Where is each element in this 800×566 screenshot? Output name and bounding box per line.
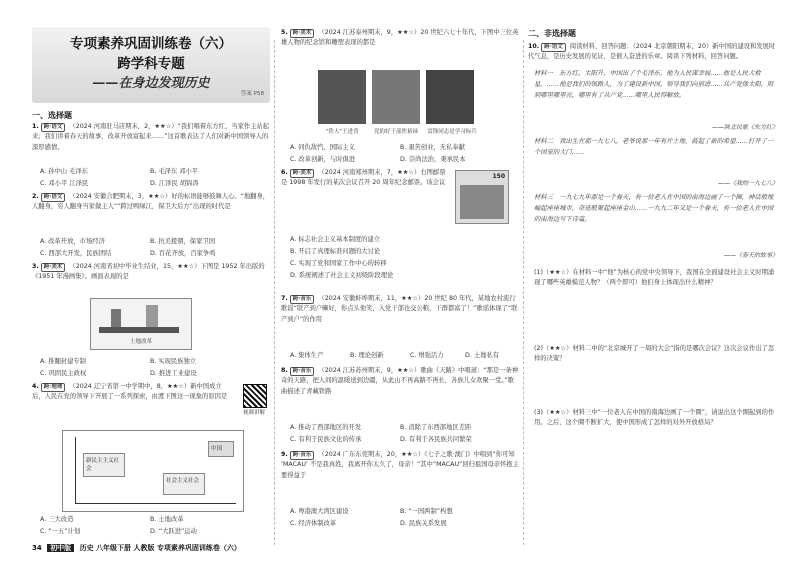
q3-option-d[interactable]: D. 推进工业建设 [150,370,197,377]
material-2-source: ——《我的一九七八》 [717,180,778,187]
page-number: 34 [32,544,42,552]
subject-tag: 跨·美术 [290,169,315,178]
column-divider-2 [523,40,524,545]
q7-option-a[interactable]: A. 集体生产 [290,352,324,359]
question-6 [281,168,449,189]
material-3: 材料三 一九七九年那是一个春天，有一位老人在中国的南海边画了一个圈，神话般地崛起座座城市，奇迹般聚起座座金山……一九九二年又是一个春天，有一位老人在中国的南海边写下诗篇。 [534,194,774,223]
qr-caption: 视频讲解 [242,410,265,416]
question-number: 7. [281,295,288,302]
material-2: 材料二 我出生在那一九七八，老爷说那一年有片土地，鼓起了新的希望……打开了一个国家的大门…… [534,138,774,156]
q8-option-a[interactable]: A. 推动了西部地区的开发 [290,424,362,431]
qr-code-icon[interactable] [243,384,267,408]
banner-subtitle: 跨学科专题 [117,56,185,72]
q2-option-c[interactable]: C. 西部大开发，民族团结 [40,250,112,257]
q5-option-c[interactable]: C. 改革创新，与时俱进 [290,156,356,163]
q4-option-c[interactable]: C. “一五”计划 [40,528,81,535]
question-number: 6. [281,169,288,176]
question-1 [32,122,270,153]
diagram-box [62,430,244,512]
diagram-label: 新民主主义社会 [86,458,120,472]
q7-option-b[interactable]: B. 理论创新 [350,352,384,359]
stamp-value: 150 [492,173,505,180]
footer-edition: 人教版 [133,544,155,552]
q2-option-a[interactable]: A. 改革开放，市场经济 [40,238,105,245]
question-2 [32,192,270,213]
question-number: 2. [32,193,39,200]
q6-option-a[interactable]: A. 标志社会主义基本制度的建立 [290,236,381,243]
subquestion-1: (1)（★★☆）在材料一中“他”为核心的党中央领导下，我国在全面建设社会主义时期涌现了哪些英雄模范人物？（两个即可）他们身上体现出什么精神？ [534,269,775,287]
q6-option-b[interactable]: B. 开启了真理标准问题的大讨论 [290,248,381,255]
q9-option-c[interactable]: C. 经济体制改革 [290,520,337,527]
question-number: 9. [281,451,288,458]
question-number: 1. [32,123,39,130]
question-8 [281,366,519,397]
diagram-stage-1 [83,453,125,477]
q1-option-b[interactable]: B. 毛泽东 邓小平 [150,168,199,175]
q4-option-b[interactable]: B. 土地改革 [150,516,184,523]
photo-caption-1: “铁人”王进喜 [325,129,359,135]
hero-photo-1 [318,70,366,124]
subject-tag: 跨·音乐 [290,451,315,460]
question-9 [281,450,519,481]
q3-option-c[interactable]: C. 巩固民主政权 [40,370,87,377]
question-4 [32,382,232,403]
subject-tag: 跨·地理 [41,383,66,392]
stamp-image [455,170,509,224]
column-divider-1 [274,40,275,545]
question-text: （2024 安徽合肥期末，3，★★☆）好的标语能够鼓舞人心。“地翻身，人翻身，穷人翻身当家做主人”“跨过鸭绿江，保卫大后方”出现的时代是 [32,193,270,211]
subject-tag: 跨·语文 [41,123,66,132]
q9-option-b[interactable]: B. “一国两制”构想 [400,508,453,515]
material-1: 材料一 东方红，太阳升，中国出了个毛泽东，他为人民谋幸福……他是人民大救星。……他是我们的领路人，为了建设新中国，领导我们向前进……共产党像太阳，照到哪里哪里亮，哪里有了共产党……哪里人民得解放。 [534,70,774,99]
question-text: （2024 江苏泰州期末，9，★★☆）20 世纪六七十年代，下图中三位英雄人物的纪念馆和雕塑表现的都是 [281,29,519,47]
material-3-source: ——《春天的故事》 [723,252,778,259]
question-text: （2024 安徽蚌埠期末，11，★★☆）20 世纪 80 年代，某地农村流行歌谣“联产到户嘛好，你点头他笑，入党干部也交公粮，干群都富了！”歌谣体现了“联产到户”的作用 [281,295,518,323]
question-text: （2024 辽宁省第一中学期中，8，★★☆）新中国成立后，人民在党的领导下开展了一系列探索，由渡下图这一现象的原因是 [32,383,228,401]
material-1-source: ——陕北民歌《东方红》 [711,124,778,131]
footer-title: 专项素养巩固训练卷（六） [156,544,241,552]
subject-tag: 跨·语文 [41,193,66,202]
q8-option-b[interactable]: B. 消除了东西部地区差距 [400,424,472,431]
q9-option-a[interactable]: A. 粤港澳大湾区建设 [290,508,349,515]
question-text: 阅读材料，回答问题：（2024 北京朝阳期末，20）新中国的建设和发展时代气息，是历史发展的见证，是催人奋进的乐章。阅读下列材料，回答问题。 [528,43,776,61]
footer-grade: 八年级下册 [96,544,132,552]
q8-option-d[interactable]: D. 有利于各民族共同繁荣 [400,436,472,443]
section-heading-choice: 一、选择题 [32,111,72,120]
q4-option-d[interactable]: D. “大跃进”运动 [150,528,197,535]
cartoon-figure [146,305,158,327]
q7-option-c[interactable]: C. 增强活力 [410,352,444,359]
subject-tag: 跨·音乐 [290,295,315,304]
q6-option-c[interactable]: C. 实现了党和国家工作中心的转移 [290,260,387,267]
banner-title: 专项素养巩固训练卷（六） [70,36,232,52]
question-number: 10. [528,43,540,50]
question-text: （2024 江苏苏州期末，9，★★☆）歌曲《天路》中唱道：“那是一条神奇的天路，把人间的温暖送到边疆，从此山不再高路不再长，各族儿女欢聚一堂。”歌曲描述了青藏铁路 [281,367,519,395]
brand-badge: 初中版 [47,544,74,552]
subject-tag: 跨·音乐 [290,367,315,376]
subject-tag: 跨·语文 [541,43,566,52]
section-heading-open: 二、非选择题 [528,29,576,38]
q1-option-a[interactable]: A. 孙中山 毛泽东 [40,168,88,175]
q5-option-b[interactable]: B. 艰苦创业，无私奉献 [400,144,465,151]
q9-option-d[interactable]: D. 民族关系发展 [400,520,447,527]
answer-page-ref: 答案 P58 [240,91,264,97]
q2-option-d[interactable]: D. 百花齐放，百家争鸣 [150,250,216,257]
q7-option-d[interactable]: D. 土地私有 [465,352,500,359]
cartoon-figure [111,309,121,327]
stamp-picture [460,185,504,219]
cartoon-caption: 土地改革 [129,339,152,345]
question-text: （2024 河南驻马店期末，2，★★☆）“我们唱着东方红，当家作主站起来；我们讲着春天的故事，改革开放富起来……”这首歌表达了人们对新中国领导人的深厚感情。 [32,123,270,151]
question-text: （2024 广东东莞期末，20，★★☆）《七子之歌·澳门》中唱到“你可知 ‘MACAU’ 不是我真姓，我离开你太久了，母亲！”其中“MACAU”回归祖国母亲怀抱主要得益于 [281,451,519,479]
diagram-stage-2 [163,473,205,495]
q2-option-b[interactable]: B. 抗美援朝，保家卫国 [150,238,215,245]
subject-tag: 跨·美术 [41,263,66,272]
diagram-label: 社会主义社会 [166,478,200,484]
question-number: 4. [32,383,39,390]
question-number: 5. [281,29,288,36]
question-3 [32,262,270,283]
q5-option-a[interactable]: A. 同仇敌忾，国际主义 [290,144,355,151]
question-text: （2024 河南省初中毕业生结业，15，★★☆）下图是 1952 年出版的《1951 年漫画集》。画面表现的是 [32,263,265,281]
page-footer [32,543,241,553]
q1-option-c[interactable]: C. 邓小平 江泽民 [40,180,89,187]
q5-option-d[interactable]: D. 崇尚法治，秉承民本 [400,156,466,163]
hero-photo-2 [372,70,420,124]
question-number: 3. [32,263,39,270]
q8-option-c[interactable]: C. 有利于民族文化的传承 [290,436,362,443]
photo-caption-2: 党的好干部焦裕禄 [373,129,418,135]
question-number: 8. [281,367,288,374]
diagram-label: 中国 [211,446,223,452]
title-banner [32,27,270,103]
subject-tag: 跨·美术 [290,29,315,38]
hero-photo-3 [426,70,474,124]
q6-option-d[interactable]: D. 系统阐述了社会主义初级阶段理论 [290,272,394,279]
cartoon-ground [99,327,179,333]
question-7 [281,294,519,325]
diagram-stage-3 [208,441,234,457]
subquestion-2: (2)（★★☆）材料二中的“北京城开了一周的大会”指的是哪次会议？这次会议作出了怎样的决策？ [534,345,775,363]
photo-caption-3: 雷锋同志是学习标兵 [427,129,477,135]
question-10 [528,42,778,63]
q4-option-a[interactable]: A. 三大改造 [40,516,74,523]
question-5 [281,28,519,49]
q1-option-d[interactable]: D. 江泽民 胡锦涛 [150,180,199,187]
question-text: （2024 河南郑州期末，7，★★☆）右图邮票是 1998 年发行的某次会议召开 20 周年纪念邮票。该会议 [281,169,446,187]
footer-subject: 历史 [79,544,94,552]
subquestion-3: (3)（★★☆）材料三中“一位老人在中国的南海边画了一个圈”，请说出这个圈起到的作用。之后，这个圈不断扩大，使中国形成了怎样的对外开放格局？ [534,409,775,427]
q3-option-a[interactable]: A. 推翻封建专制 [40,358,86,365]
cartoon-image [90,298,192,350]
q3-option-b[interactable]: B. 实现民族独立 [150,358,197,365]
banner-theme: ——在身边发现历史 [92,76,210,91]
